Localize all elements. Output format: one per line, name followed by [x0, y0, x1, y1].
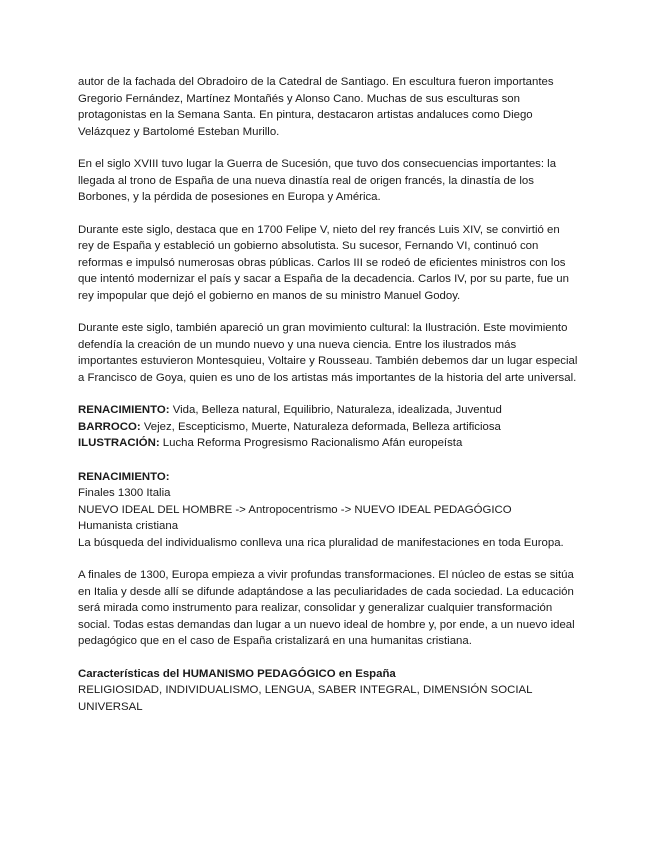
summary-label: RENACIMIENTO:	[78, 404, 170, 416]
summary-item	[78, 402, 578, 419]
text-line: NUEVO IDEAL DEL HOMBRE -> Antropocentrismo -> NUEVO IDEAL PEDAGÓGICO	[78, 503, 512, 516]
summary-item	[78, 435, 578, 452]
renacimiento-section	[78, 469, 578, 650]
summary-list	[78, 402, 578, 452]
section-heading	[78, 469, 578, 486]
paragraph-renacimiento: A finales de 1300, Europa empieza a vivir profundas transformaciones. El núcleo de estas se sitúa en Italia y desde allí se difunde adaptándose a las peculiaridades de cada sociedad. La educación será mirada como instrumento para realizar, consolidar y generalizar cualquier transformación social. Todas estas demandas dan lugar a un nuevo ideal de hombre y, por ende, a un nuevo ideal pedagógico que en el caso de España cristalizará en una humanitas cristiana.	[78, 569, 575, 647]
section-heading-text: RENACIMIENTO:	[78, 470, 170, 483]
text-line: RELIGIOSIDAD, INDIVIDUALISMO, LENGUA, SABER INTEGRAL, DIMENSIÓN SOCIAL UNIVERSAL	[78, 684, 533, 713]
text-line: Humanista cristiana	[78, 520, 179, 532]
text-line: La búsqueda del individualismo conlleva una rica pluralidad de manifestaciones en toda Europa.	[78, 536, 564, 549]
paragraph-barroco-artists: autor de la fachada del Obradoiro de la Catedral de Santiago. En escultura fueron importantes Gregorio Fernández, Martínez Montañés y Alonso Cano. Muchas de sus esculturas son protagonistas en la Semana Santa. En pintura, destacaron artistas andaluces como Diego Velázquez y Bartolomé Esteban Murillo.	[78, 76, 554, 138]
section-heading-text: Características del HUMANISMO PEDAGÓGICO en España	[78, 667, 396, 680]
paragraph-guerra-sucesion: En el siglo XVIII tuvo lugar la Guerra de Sucesión, que tuvo dos consecuencias importantes: la llegada al trono de España de una nueva dinastía real de origen francés, la dinastía de los Borbones, y la pérdida de posesiones en Europa y América.	[78, 158, 557, 203]
summary-label: BARROCO:	[78, 420, 141, 433]
text-line: Finales 1300 Italia	[78, 487, 171, 499]
summary-text: Lucha Reforma Progresismo Racionalismo Afán europeísta	[159, 437, 463, 449]
summary-label: ILUSTRACIÓN:	[78, 437, 160, 449]
section-heading	[78, 666, 578, 683]
summary-text: Vejez, Escepticismo, Muerte, Naturaleza deformada, Belleza artificiosa	[140, 420, 501, 433]
humanismo-section	[78, 666, 578, 716]
summary-item	[78, 419, 578, 436]
summary-text: Vida, Belleza natural, Equilibrio, Naturaleza, idealizada, Juventud	[169, 404, 502, 416]
paragraph-ilustracion: Durante este siglo, también apareció un gran movimiento cultural: la Ilustración. Este movimiento defendía la creación de un mundo nuevo y una nueva ciencia. Entre los ilustrados más importantes estuvieron Montesquieu, Voltaire y Rousseau. También debemos dar un lugar especial a Francisco de Goya, quien es uno de los artistas más importantes de la historia del arte universal.	[78, 322, 578, 384]
page-content	[78, 74, 578, 715]
paragraph-borbones: Durante este siglo, destaca que en 1700 Felipe V, nieto del rey francés Luis XIV, se convirtió en rey de España y estableció un gobierno absolutista. Su sucesor, Fernando VI, continuó con reformas e impulsó numerosas obras públicas. Carlos III se rodeó de eficientes ministros con los que intentó modernizar el país y sacar a España de la decadencia. Carlos IV, por su parte, fue un rey impopular que dejó el gobierno en manos de su ministro Manuel Godoy.	[78, 223, 569, 302]
